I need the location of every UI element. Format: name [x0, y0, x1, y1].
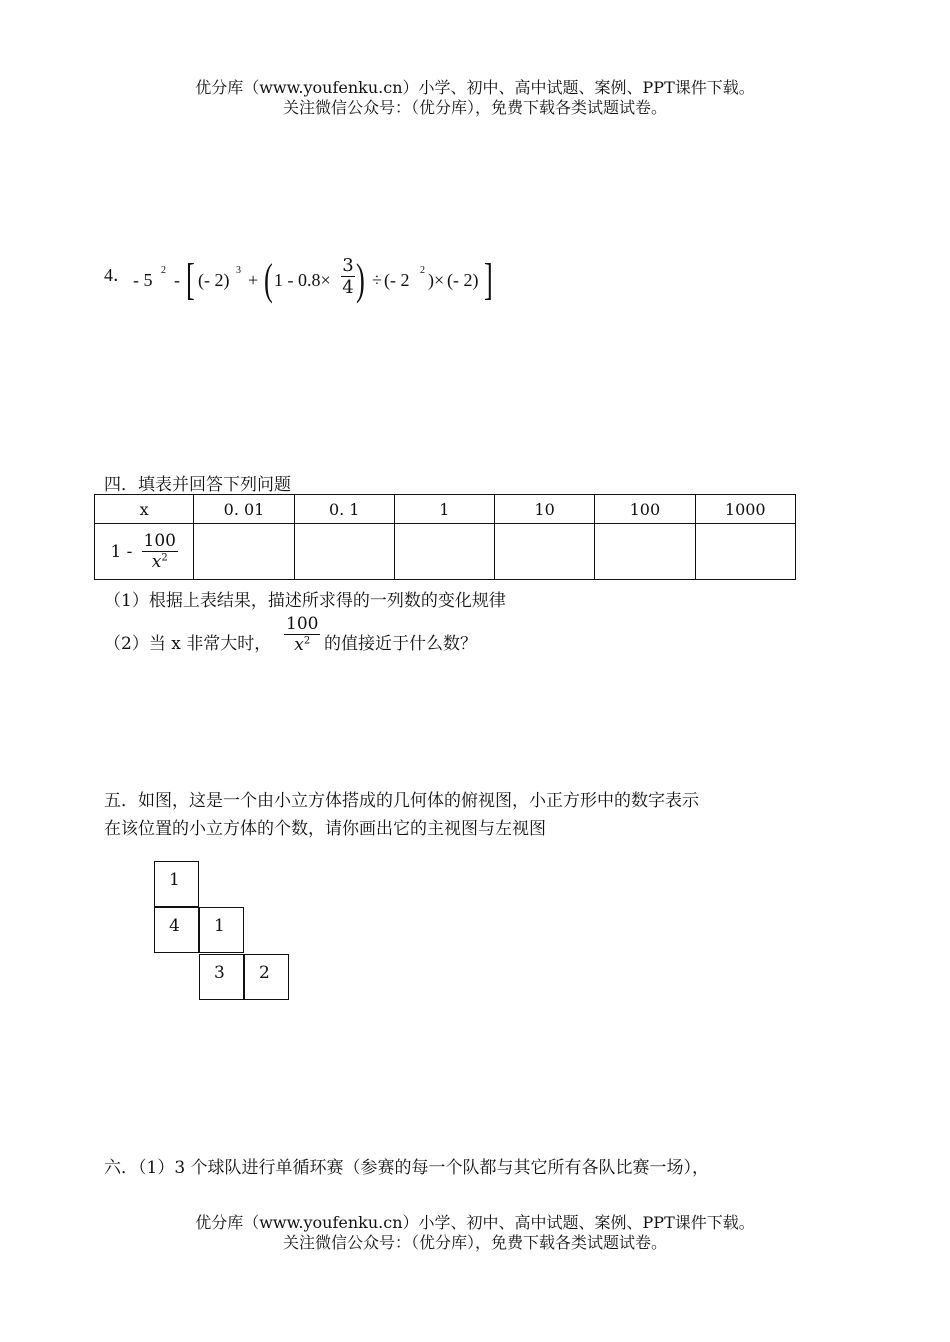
- q4-exp-3: 3: [236, 265, 241, 276]
- section-4-question-2-suffix: 的值接近于什么数？: [324, 634, 477, 654]
- q2-denominator: x: [294, 635, 304, 655]
- expression-numerator: 100: [143, 531, 176, 551]
- grid-cell: 1: [154, 861, 199, 907]
- q4-left-bracket: [: [186, 255, 195, 304]
- table-row: [95, 495, 796, 524]
- table-header-value: 0. 01: [194, 495, 294, 524]
- table-cell-empty[interactable]: [194, 524, 294, 580]
- grid-cell: 1: [199, 907, 244, 953]
- q4-exp-2: 2: [161, 265, 166, 276]
- q4-right-paren: ): [356, 255, 365, 304]
- grid-cell: 3: [199, 954, 244, 1000]
- q4-divide: ÷: [372, 270, 382, 290]
- table-header-value: 1000: [695, 495, 795, 524]
- table-cell-empty[interactable]: [394, 524, 494, 580]
- table-cell-empty[interactable]: [595, 524, 695, 580]
- table-header-value: 10: [494, 495, 594, 524]
- q2-exponent: 2: [303, 635, 311, 647]
- section-5-line-2: 在该位置的小立方体的个数，请你画出它的主视图与左视图: [104, 819, 546, 839]
- table-cell-empty[interactable]: [294, 524, 394, 580]
- q4-left-paren: (: [264, 255, 273, 304]
- q4-fraction: [341, 255, 355, 298]
- section-4-title: 四．填表并回答下列问题: [104, 475, 291, 495]
- footer-line-2: 关注微信公众号：（优分库），免费下载各类试题试卷。: [282, 1233, 667, 1252]
- q4-term-neg5: - 5: [133, 270, 153, 290]
- expression-exponent: 2: [161, 552, 168, 564]
- q2-numerator: 100: [286, 614, 319, 634]
- table-row-expression: [95, 524, 194, 580]
- q4-close-times: )×: [428, 270, 445, 290]
- q4-number: 4．: [104, 265, 131, 285]
- q4-term-neg2-squared: (- 2: [384, 270, 410, 290]
- table-header-value: 0. 1: [294, 495, 394, 524]
- header-line-2: 关注微信公众号：（优分库），免费下载各类试题试卷。: [282, 98, 667, 117]
- header-line-1: 优分库（www.youfenku.cn）小学、初中、高中试题、案例、PPT课件下载。: [195, 78, 755, 97]
- q4-minus: -: [174, 270, 180, 290]
- expression-fraction: [142, 531, 178, 572]
- grid-cell: 4: [154, 907, 199, 953]
- section-6-line-1: 六．（1）3 个球队进行单循环赛（参赛的每一个队都与其它所有各队比赛一场），: [104, 1158, 710, 1178]
- q4-plus: +: [248, 270, 259, 290]
- table-header-x: x: [95, 495, 194, 524]
- q4-term-neg2: (- 2): [447, 270, 479, 290]
- grid-cell: 2: [244, 954, 289, 1000]
- q4-fraction-denominator: 4: [342, 277, 354, 298]
- table-header-value: 100: [595, 495, 695, 524]
- q4-fraction-numerator: 3: [342, 255, 354, 276]
- footer-line-1: 优分库（www.youfenku.cn）小学、初中、高中试题、案例、PPT课件下载。: [195, 1213, 755, 1232]
- table-row: [95, 524, 796, 580]
- table-cell-empty[interactable]: [494, 524, 594, 580]
- table-header-value: 1: [394, 495, 494, 524]
- q4-body: 1 - 0.8×: [274, 270, 331, 290]
- table-cell-empty[interactable]: [695, 524, 795, 580]
- expression-prefix: 1 -: [110, 541, 133, 562]
- section-5-line-1: 五．如图，这是一个由小立方体搭成的几何体的俯视图，小正方形中的数字表示: [104, 791, 699, 811]
- q4-term-neg2-cubed: (- 2): [198, 270, 230, 290]
- section-4-question-2-prefix: （2）当 x 非常大时，: [104, 634, 272, 654]
- section-4-question-1: （1）根据上表结果，描述所求得的一列数的变化规律: [104, 591, 506, 611]
- section-4-question-2-fraction: [284, 614, 320, 655]
- q4-exp-2b: 2: [420, 265, 425, 276]
- q4-right-bracket: ]: [484, 255, 493, 304]
- values-table: [94, 494, 796, 580]
- expression-denominator: x: [151, 552, 162, 572]
